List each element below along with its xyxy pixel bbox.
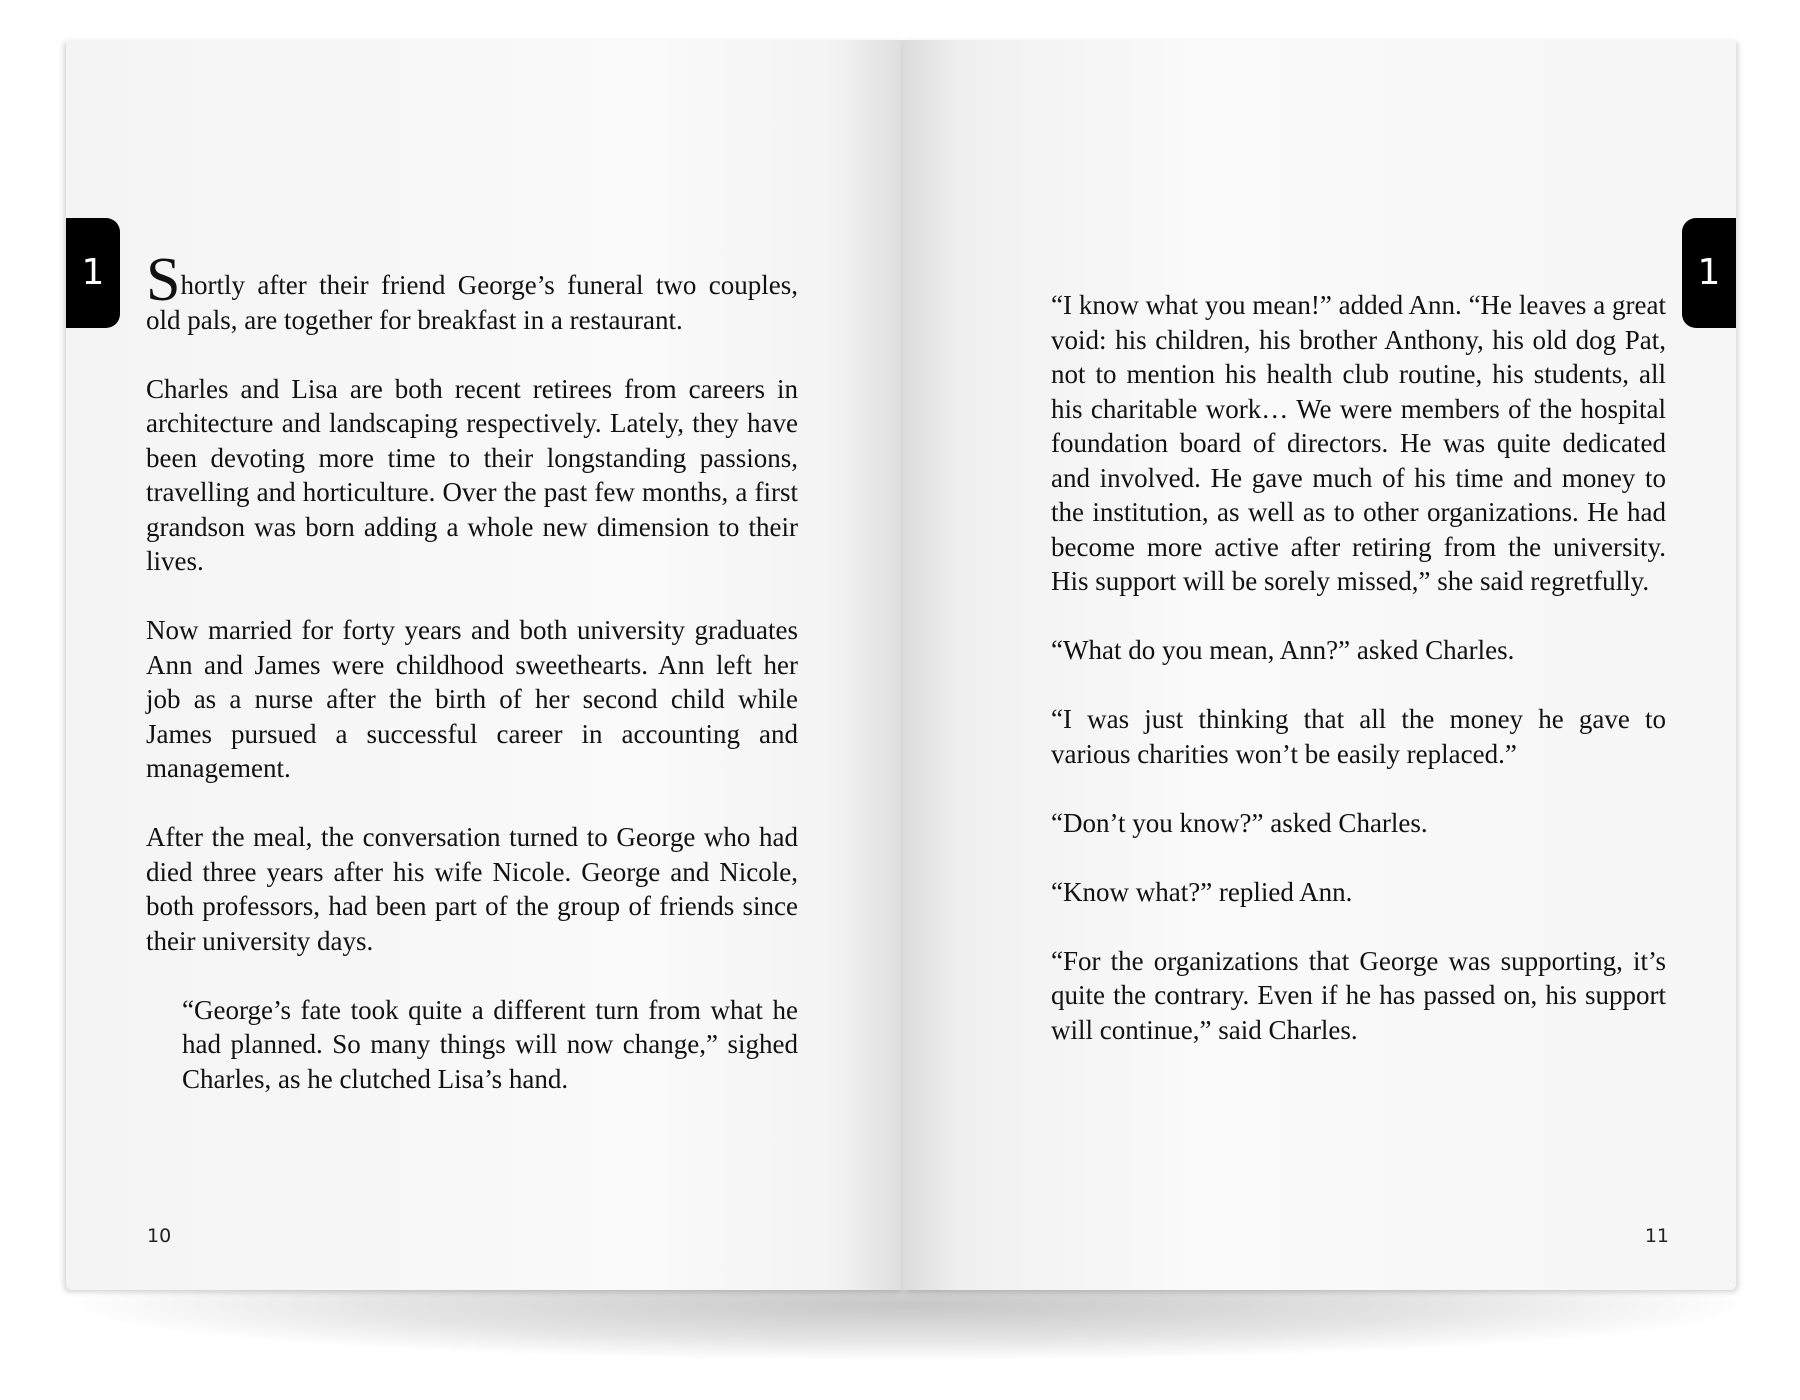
page-number-left: 10 <box>147 1225 172 1247</box>
right-page <box>903 40 1736 1290</box>
left-page <box>66 40 903 1290</box>
paragraph: “Don’t you know?” asked Charles. <box>1051 807 1428 838</box>
chapter-tab-right: 1 <box>1682 218 1736 328</box>
paragraph: “What do you mean, Ann?” asked Charles. <box>1051 635 1515 665</box>
paragraph: After the meal, the conversation turned to George who had died three years after his wife Nicole. George and Nicole, both professors, had been part of the group of friends since their university days. <box>146 822 798 956</box>
opening-paragraph-text: hortly after their friend George’s funeral two couples, old pals, are together for breakfast in a restaurant. <box>146 270 798 335</box>
paragraph: Charles and Lisa are both recent retirees from careers in architecture and landscaping respectively. Lately, they have been devoting more time to their longstanding passions, travelling and horticulture. Over the past few months, a first grandson was born adding a whole new dimension to their lives. <box>146 373 798 576</box>
chapter-tab-left: 1 <box>66 218 120 328</box>
page-number-right: 11 <box>1644 1225 1669 1247</box>
drop-cap: S <box>146 246 181 314</box>
left-page-text <box>146 246 798 1131</box>
paragraph: “Know what?” replied Ann. <box>1051 876 1353 907</box>
paragraph: “For the organizations that George was supporting, it’s quite the contrary. Even if he has passed on, his support will continue,” said Charles. <box>1051 945 1666 1045</box>
paragraph: “I was just thinking that all the money he gave to various charities won’t be easily replaced.” <box>1051 704 1666 769</box>
quote-paragraph: “George’s fate took quite a different turn from what he had planned. So many things will now change,” sighed Charles, as he clutched Lisa’s hand. <box>182 994 798 1094</box>
paragraph: “I know what you mean!” added Ann. “He leaves a great void: his children, his brother Anthony, his old dog Pat, not to mention his health club routine, his students, all his charitable work… We were members of the hospital foundation board of directors. He was quite dedicated and involved. He gave much of his time and money to the institution, as well as to other organizations. He had become more active after retiring from the university. His support will be sorely missed,” she said regretfully. <box>1051 290 1666 596</box>
right-page-text <box>1051 288 1666 1082</box>
paragraph: Now married for forty years and both university graduates Ann and James were childhood sweethearts. Ann left her job as a nurse after the birth of her second child while James pursued a successful career in accounting and management. <box>146 615 798 783</box>
opening-paragraph <box>146 246 798 337</box>
